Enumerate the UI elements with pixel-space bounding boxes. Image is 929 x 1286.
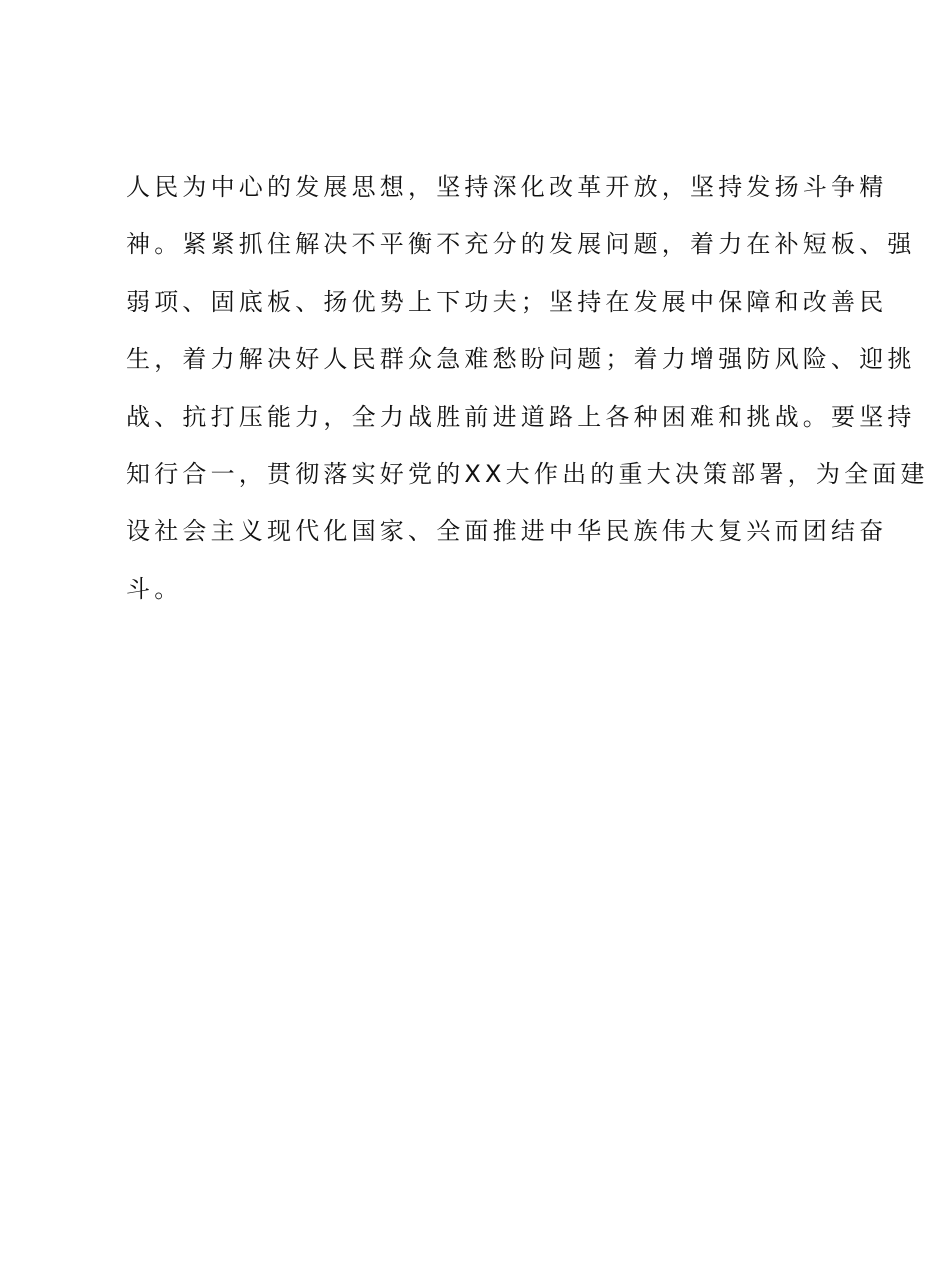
body-paragraph [126,159,929,618]
paragraph-line-2: 神。紧紧抓住解决不平衡不充分的发展问题，着力在补短板、强 [126,230,916,259]
paragraph-line-1: 人民为中心的发展思想，坚持深化改革开放，坚持发扬斗争精 [126,173,888,201]
paragraph-line-6: 知行合一，贯彻落实好党的XX大作出的重大决策部署，为全面建 [126,459,929,488]
paragraph-line-5: 战、抗打压能力，全力战胜前进道路上各种困难和挑战。要坚持 [126,402,916,431]
paragraph-line-8: 斗。 [126,574,183,603]
paragraph-line-7: 设社会主义现代化国家、全面推进中华民族伟大复兴而团结奋 [126,517,888,546]
paragraph-line-3: 弱项、固底板、扬优势上下功夫；坚持在发展中保障和改善民 [126,287,888,316]
paragraph-line-4: 生，着力解决好人民群众急难愁盼问题；着力增强防风险、迎挑 [126,345,916,374]
